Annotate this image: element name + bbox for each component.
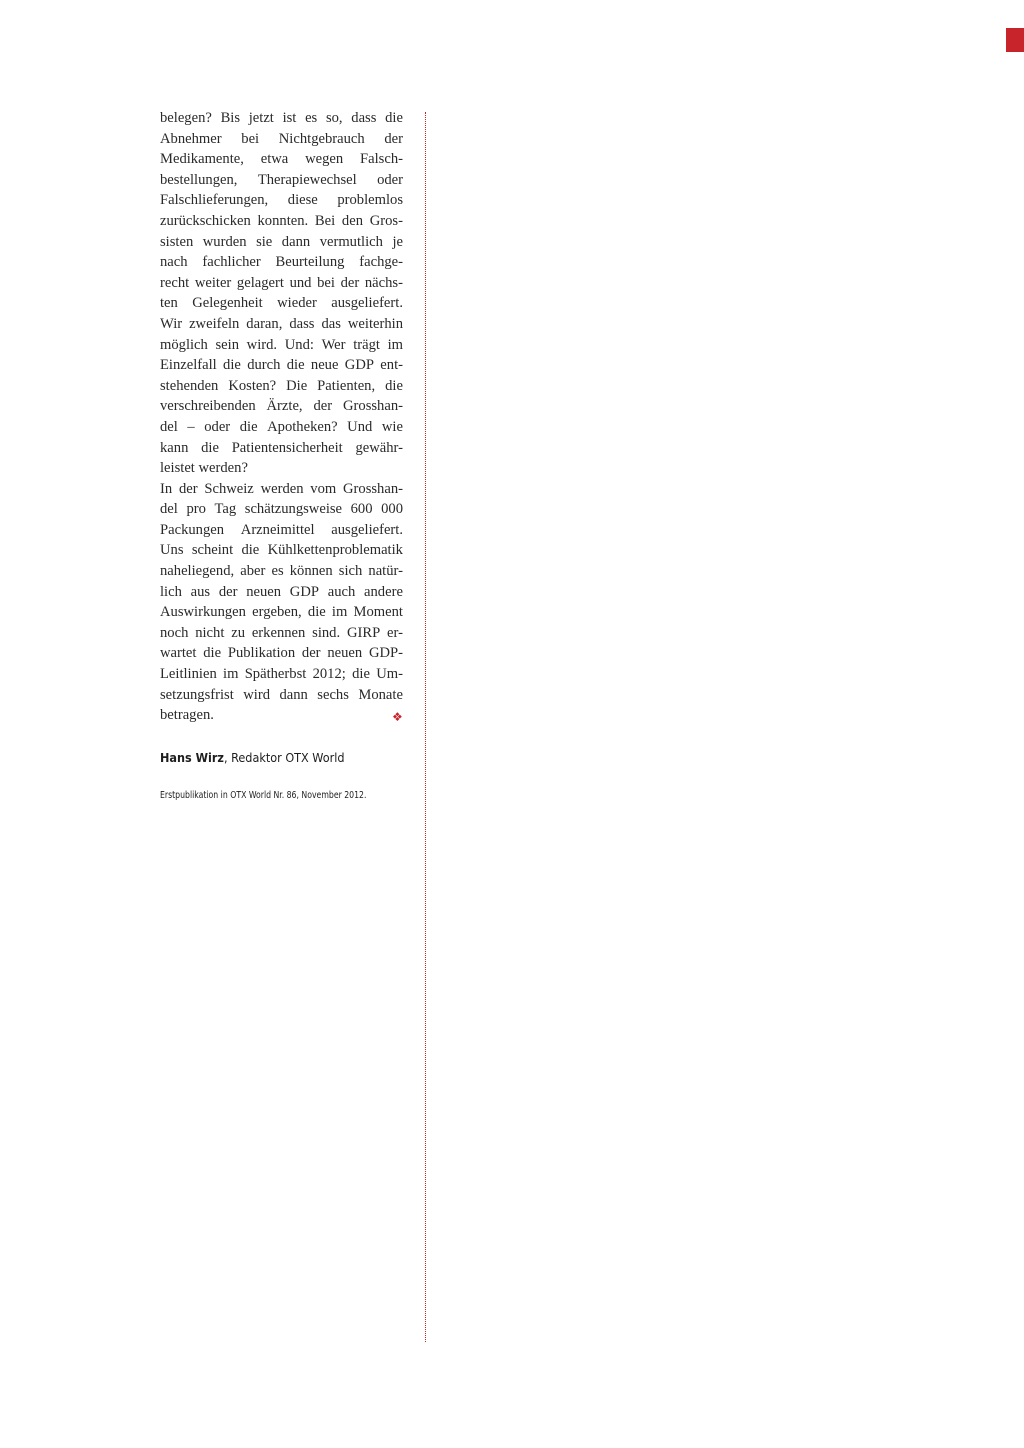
page-corner-marker [1006,28,1024,52]
article-line: nach fachlicher Beurteilung fachge- [160,254,403,271]
article-line: In der Schweiz werden vom Grosshan- [160,480,403,497]
article-line: zurückschicken konnten. Bei den Gros- [160,212,403,229]
article-line: Einzelfall die durch die neue GDP ent- [160,357,403,374]
article-line: Packungen Arzneimittel ausgeliefert. [160,521,403,538]
dotted-column-rule [425,112,426,1342]
article-line: ten Gelegenheit wieder ausgeliefert. [160,295,403,312]
article-line: wartet die Publikation der neuen GDP- [160,645,403,662]
author-byline [160,750,344,766]
article-line: Auswirkungen ergeben, die im Moment [160,604,403,621]
article-line: Uns scheint die Kühlkettenproblematik [160,542,403,559]
article-line: setzungsfrist wird dann sechs Monate [160,686,403,703]
article-line: noch nicht zu erkennen sind. GIRP er- [160,624,403,641]
article-line: bestellungen, Therapiewechsel oder [160,171,403,188]
byline-separator: , [223,750,228,765]
article-line: naheliegend, aber es können sich natür- [160,563,403,580]
article-line: Leitlinien im Spätherbst 2012; die Um- [160,666,403,683]
end-of-article-ornament-icon: ❖ [392,710,403,724]
article-line: lich aus der neuen GDP auch andere [160,583,403,600]
article-line: betragen. [160,707,214,724]
article-line: leistet werden? [160,460,248,477]
author-role: Redaktor OTX World [231,750,345,765]
article-line: Medikamente, etwa wegen Falsch- [160,151,403,168]
article-line: stehenden Kosten? Die Patienten, die [160,377,403,394]
article-line: verschreibenden Ärzte, der Grosshan- [160,398,403,415]
article-line: recht weiter gelagert und bei der nächs- [160,274,403,291]
article-line: del – oder die Apotheken? Und wie [160,418,403,435]
article-line: Wir zweifeln daran, dass das weiterhin [160,315,403,332]
article-line: Abnehmer bei Nichtgebrauch der [160,130,403,147]
article-text-column [160,108,403,726]
article-line: möglich sein wird. Und: Wer trägt im [160,336,403,353]
article-line: sisten wurden sie dann vermutlich je [160,233,403,250]
article-line: Falschlieferungen, diese problemlos [160,192,403,209]
article-line: kann die Patientensicherheit gewähr- [160,439,403,456]
article-line: belegen? Bis jetzt ist es so, dass die [160,110,403,126]
author-name: Hans Wirz [160,750,224,765]
article-line: del pro Tag schätzungsweise 600 000 [160,501,403,518]
first-publication-note: Erstpublikation in OTX World Nr. 86, November 2012. [160,790,367,801]
